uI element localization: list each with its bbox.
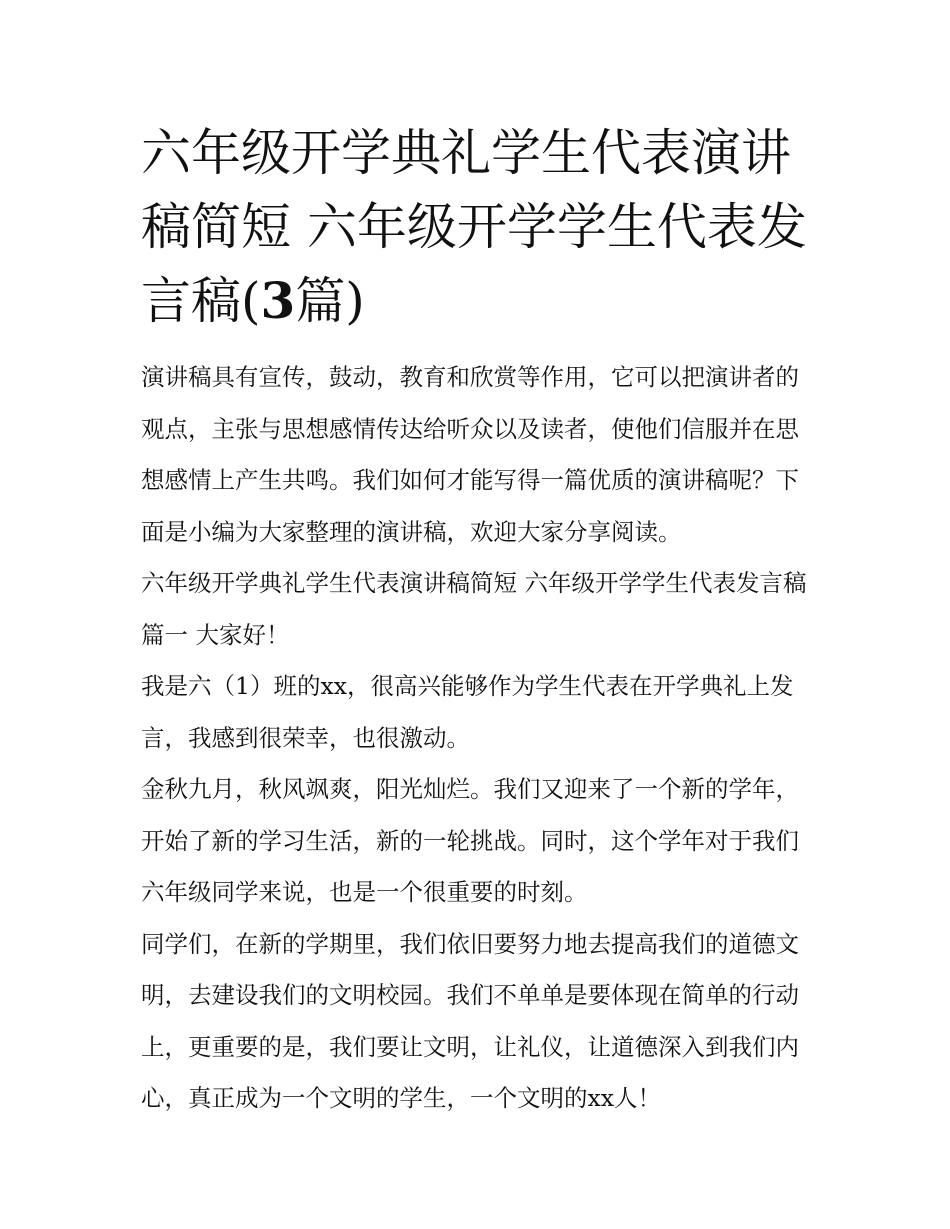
body-paragraph: 同学们，在新的学期里，我们依旧要努力地去提高我们的道德文明，去建设我们的文明校园。我们不单单是要体现在简单的行动上，更重要的是，我们要让文明，让礼仪，让道德深入到我们内心，真正成为一个文明的学生，一个文明的xx人！ (141, 929, 799, 1112)
body-paragraph: 金秋九月，秋风飒爽，阳光灿烂。我们又迎来了一个新的学年，开始了新的学习生活，新的一轮挑战。同时，这个学年对于我们六年级同学来说，也是一个很重要的时刻。 (141, 775, 799, 906)
title-text-part2: 篇) (295, 272, 365, 330)
title-count: 3 (260, 271, 296, 330)
section-heading-paragraph: 六年级开学典礼学生代表演讲稿简短 六年级开学学生代表发言稿篇一 大家好！ (141, 569, 807, 649)
document-body (141, 116, 821, 1125)
document-title (141, 116, 821, 338)
title-text-part1: 六年级开学典礼学生代表演讲稿简短 六年级开学学生代表发言稿( (141, 124, 807, 330)
body-paragraph: 我是六（1）班的xx，很高兴能够作为学生代表在开学典礼上发言，我感到很荣幸，也很激动。 (141, 672, 794, 752)
intro-paragraph: 演讲稿具有宣传，鼓动，教育和欣赏等作用，它可以把演讲者的观点，主张与思想感情传达给听众以及读者，使他们信服并在思想感情上产生共鸣。我们如何才能写得一篇优质的演讲稿呢？下面是小编为大家整理的演讲稿，欢迎大家分享阅读。 (141, 363, 799, 546)
